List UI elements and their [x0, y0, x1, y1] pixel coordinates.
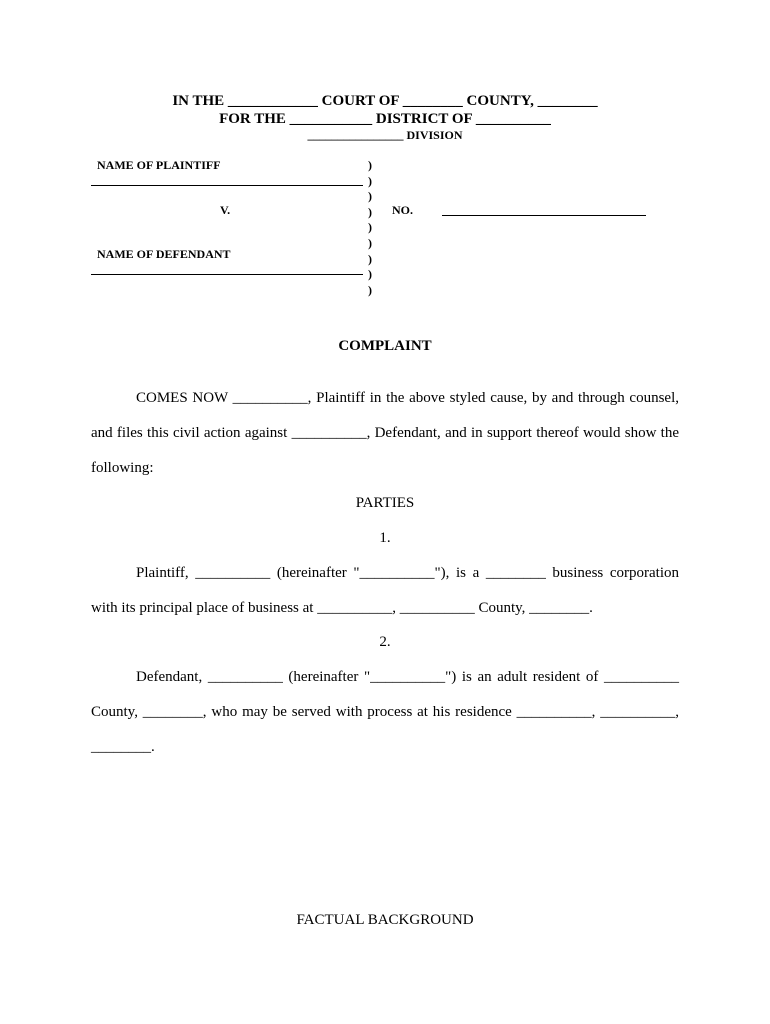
plaintiff-name-line: [91, 185, 363, 186]
intro-line-1: COMES NOW __________, Plaintiff in the above styled cause, by and through counsel,: [136, 390, 679, 406]
para1-line-1: Plaintiff, __________ (hereinafter "__________"), is a ________ business corporation: [136, 565, 679, 581]
caption-parentheses: ) ) ) ) ) ) ) ) ): [368, 158, 372, 297]
paragraph-number-2: 2.: [379, 634, 391, 650]
versus-label: V.: [220, 203, 231, 217]
case-number-line: [442, 215, 646, 216]
defendant-label: NAME OF DEFENDANT: [97, 247, 231, 261]
intro-line-2: and files this civil action against __________, Defendant, and in support thereof would show the: [91, 425, 679, 441]
para1-line-2: with its principal place of business at __________, __________ County, ________.: [91, 600, 593, 616]
para2-line-3: ________.: [91, 739, 155, 755]
para2-line-2: County, ________, who may be served with process at his residence __________, __________,: [91, 704, 679, 720]
intro-line-3: following:: [91, 460, 154, 476]
document-title: COMPLAINT: [338, 338, 432, 354]
court-header-line: IN THE ____________ COURT OF ________ COUNTY, ________: [172, 93, 598, 109]
case-number-label: NO.: [392, 203, 413, 217]
defendant-name-line: [91, 274, 363, 275]
paragraph-number-1: 1.: [379, 530, 391, 546]
para2-line-1: Defendant, __________ (hereinafter "__________") is an adult resident of __________: [136, 669, 679, 685]
division-line: ________________ DIVISION: [307, 128, 463, 142]
factual-background-heading: FACTUAL BACKGROUND: [296, 912, 474, 928]
parties-heading: PARTIES: [355, 495, 415, 511]
plaintiff-label: NAME OF PLAINTIFF: [97, 158, 221, 172]
district-header-line: FOR THE ___________ DISTRICT OF __________: [219, 111, 551, 127]
